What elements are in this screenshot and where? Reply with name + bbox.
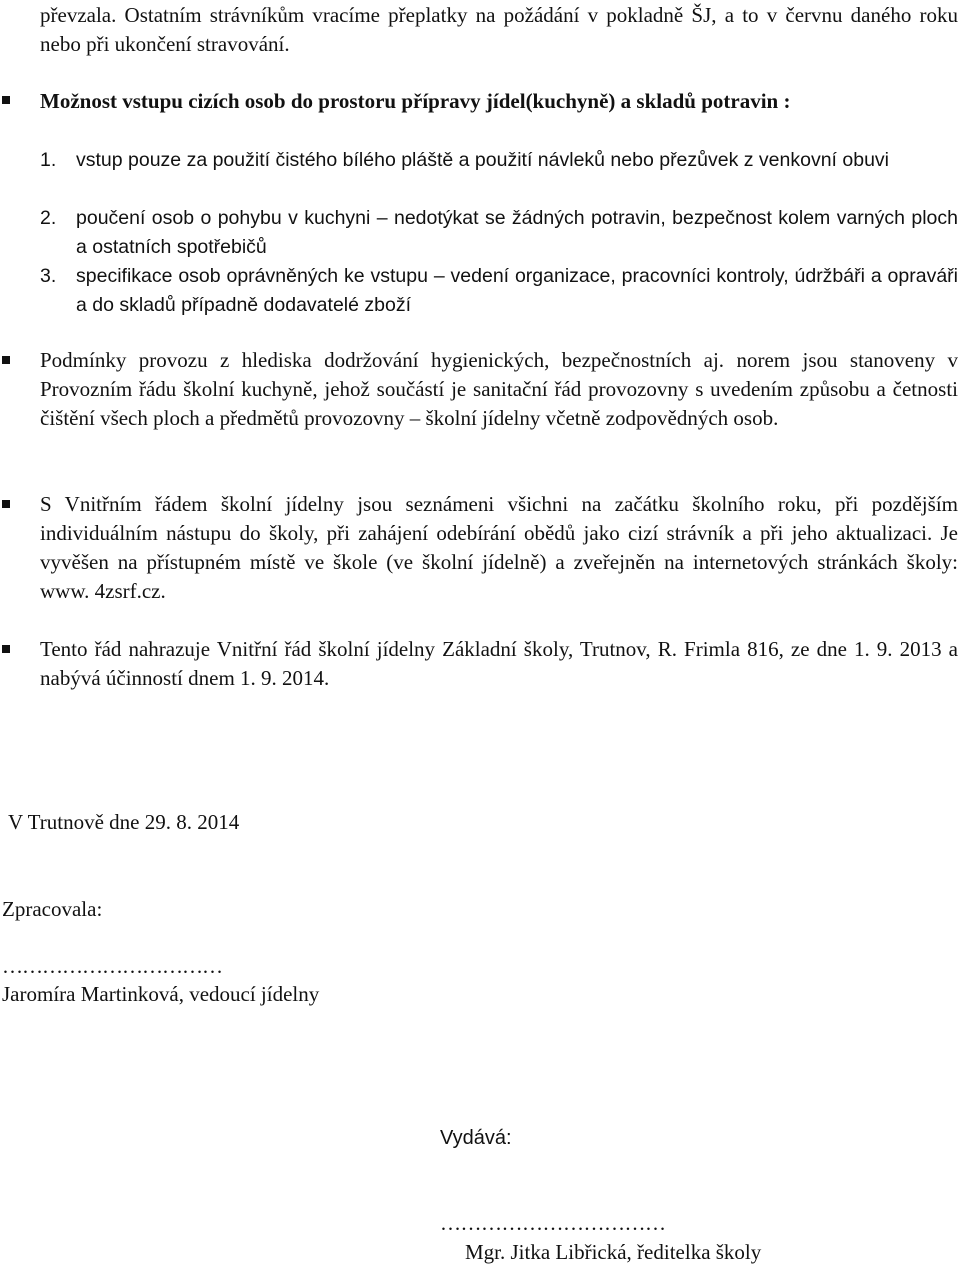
- issued-label: Vydává:: [440, 1127, 512, 1149]
- prepared-name: Jaromíra Martinková, vedoucí jídelny: [2, 982, 320, 1006]
- intro-paragraph: převzala. Ostatním strávníkům vracíme přeplatky na požádání v pokladně ŠJ, a to v červnu daného roku nebo při ukončení stravování.: [40, 3, 958, 56]
- conditions-paragraph: Podmínky provozu z hlediska dodržování hygienických, bezpečnostních aj. norem jsou stanoveny v Provozním řádu školní kuchyně, jehož součástí je sanitační řád provozovny s uvedením způsobu a četnosti čištění všech ploch a předmětů provozovny – školní jídelny včetně zodpovědných osob.: [40, 348, 958, 430]
- issued-name: Mgr. Jitka Libřická, ředitelka školy: [465, 1240, 762, 1264]
- prepared-label: Zpracovala:: [2, 897, 103, 921]
- list-item-text: poučení osob o pohybu v kuchyni – nedotýkat se žádných potravin, bezpečnost kolem varných ploch a ostatních spotřebičů: [76, 207, 958, 258]
- replaces-paragraph: Tento řád nahrazuje Vnitřní řád školní jídelny Základní školy, Trutnov, R. Frimla 816, ze dne 1. 9. 2013 a nabývá účinností dnem 1. 9. 2014.: [40, 637, 958, 690]
- bullet-icon: [2, 96, 10, 104]
- bullet-icon: [2, 356, 10, 364]
- list-item-text: specifikace osob oprávněných ke vstupu – vedení organizace, pracovníci kontroly, údržbáři a opraváři a do skladů případně dodavatelé zboží: [76, 265, 958, 316]
- bullet-icon: [2, 500, 10, 508]
- bullet-icon: [2, 645, 10, 653]
- prepared-signature-line: ……………………………: [2, 954, 222, 978]
- list-item-number: 1.: [40, 149, 57, 171]
- list-item-text: vstup pouze za použití čistého bílého pláště a použití návleků nebo přezůvek z venkovní obuvi: [76, 149, 890, 171]
- place-date: V Trutnově dne 29. 8. 2014: [8, 810, 240, 834]
- list-item-number: 2.: [40, 207, 57, 229]
- list-item: [40, 146, 958, 204]
- list-item: [40, 204, 958, 262]
- rules-paragraph: S Vnitřním řádem školní jídelny jsou seznámeni všichni na začátku školního roku, při pozdějším individuálním nástupu do školy, při zahájení odebírání obědů jako cizí strávník a při jeho aktualizaci. Je vyvěšen na přístupném místě ve škole (ve školní jídelně) a zveřejněn na internetových stránkách školy: www. 4zsrf.cz.: [40, 492, 958, 603]
- list-item: [40, 262, 958, 320]
- access-heading: Možnost vstupu cizích osob do prostoru přípravy jídel(kuchyně) a skladů potravin :: [40, 89, 791, 113]
- issued-signature-line: ……………………………: [440, 1211, 666, 1235]
- list-item-number: 3.: [40, 265, 57, 287]
- access-list: [40, 146, 958, 320]
